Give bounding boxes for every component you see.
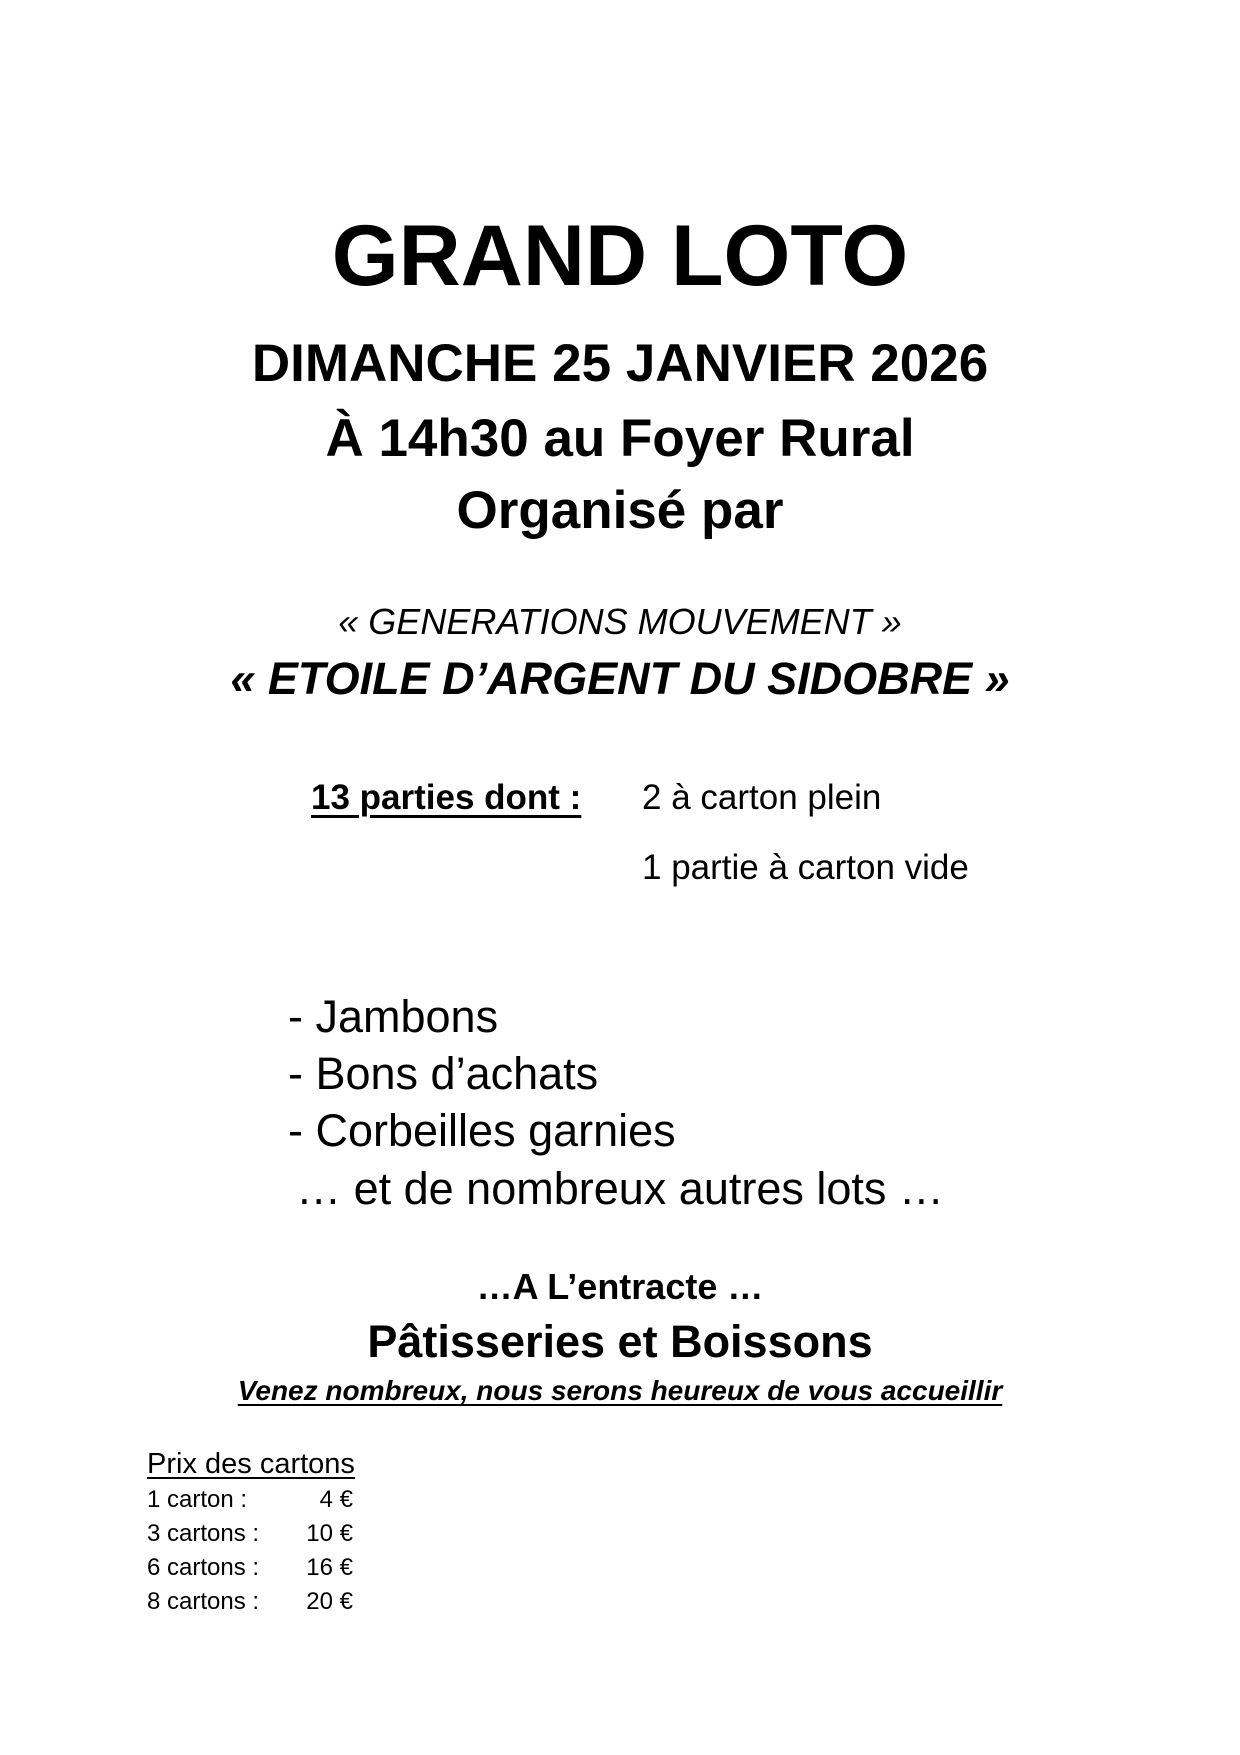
event-date: DIMANCHE 25 JANVIER 2026 bbox=[251, 334, 989, 393]
price-row bbox=[147, 1519, 353, 1549]
games-count-label: 13 parties dont : bbox=[311, 778, 582, 817]
poster-title: GRAND LOTO bbox=[331, 208, 909, 304]
prize-item: - Jambons bbox=[288, 991, 499, 1042]
price-label: 6 cartons : bbox=[147, 1554, 260, 1581]
welcome-message: Venez nombreux, nous serons heureux de vous accueillir bbox=[237, 1375, 1003, 1406]
price-label: 3 cartons : bbox=[147, 1520, 260, 1547]
price-label: 8 cartons : bbox=[147, 1588, 260, 1615]
prize-item: - Bons d’achats bbox=[288, 1048, 599, 1099]
price-value: 4 € bbox=[319, 1486, 353, 1513]
price-label: 1 carton : bbox=[147, 1486, 248, 1513]
organised-by-label: Organisé par bbox=[456, 481, 784, 540]
price-value: 20 € bbox=[306, 1588, 353, 1615]
event-time-place: À 14h30 au Foyer Rural bbox=[325, 409, 915, 468]
prize-item: - Corbeilles garnies bbox=[288, 1105, 676, 1156]
price-value: 16 € bbox=[306, 1554, 353, 1581]
price-row bbox=[147, 1553, 353, 1583]
price-row bbox=[147, 1587, 353, 1617]
games-detail: 2 à carton plein bbox=[642, 778, 882, 817]
prize-more-text: … et de nombreux autres lots … bbox=[296, 1163, 944, 1214]
price-value: 10 € bbox=[306, 1520, 353, 1547]
price-list-title: Prix des cartons bbox=[147, 1448, 355, 1480]
interval-label: …A L’entracte … bbox=[476, 1266, 764, 1307]
organiser-name-line1: « GENERATIONS MOUVEMENT » bbox=[338, 601, 902, 642]
games-detail: 1 partie à carton vide bbox=[642, 848, 969, 887]
interval-items: Pâtisseries et Boissons bbox=[367, 1316, 873, 1367]
price-row bbox=[147, 1485, 353, 1515]
organiser-name-line2: « ETOILE D’ARGENT DU SIDOBRE » bbox=[230, 653, 1010, 704]
